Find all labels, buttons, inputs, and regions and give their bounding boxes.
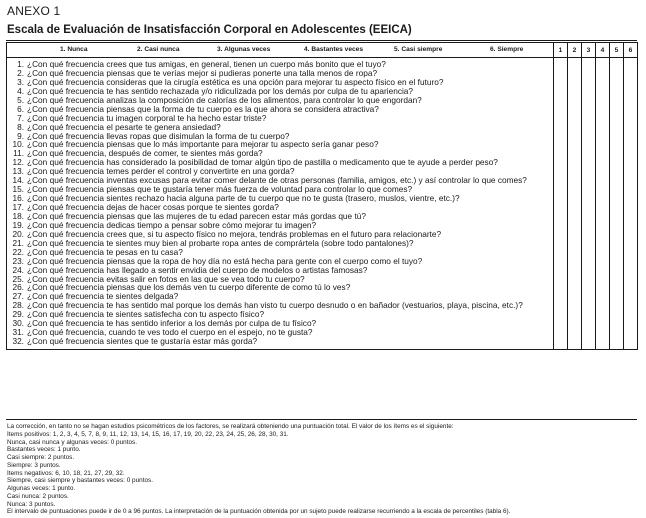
question-number: 13. [12,167,24,177]
questions-list [7,58,554,350]
question-number: 22. [12,247,24,257]
note-line: Casi siempre: 2 puntos. [7,454,75,461]
questions-row [7,58,638,350]
question-text: ¿Con qué frecuencia te has sentido mal porque los demás han visto tu cuerpo desnudo o en bañador (vestuarios, playa, piscina, etc.)? [27,301,523,311]
question-text: ¿Con qué frecuencia, cuando te ves todo el cuerpo en el espejo, no te gusta? [27,328,313,338]
question-number: 30. [12,319,24,329]
question-item [7,140,553,149]
question-number: 25. [12,274,24,284]
column-header: 3 [582,43,596,58]
note-line: Ítems positivos: 1, 2, 3, 4, 5, 7, 8, 9, 11, 12, 13, 14, 15, 16, 17, 19, 20, 22, 23, 24, 25, 26, 28, 30, 31. [7,430,289,438]
question-item [7,105,553,114]
question-number: 20. [12,229,24,239]
question-text: ¿Con qué frecuencia te sientes delgada? [27,292,179,302]
answer-column-1[interactable] [554,58,568,350]
question-item [7,310,553,319]
question-text: ¿Con qué frecuencia piensas que la forma de tu cuerpo es la que ahora se considera atractiva? [27,104,379,114]
question-text: ¿Con qué frecuencia sientes rechazo hacia alguna parte de tu cuerpo que no te gusta (trasero, muslos, vientre, etc.)? [27,194,460,203]
response-option: 5. Casi siempre [394,46,443,53]
question-text: ¿Con qué frecuencia evitas salir en fotos en las que se vea todo tu cuerpo? [27,274,305,284]
question-text: ¿Con qué frecuencia te pesas en tu casa? [27,247,183,257]
question-item [7,221,553,230]
note-line: El intervalo de puntuaciones puede ir de 0 a 96 puntos. La interpretación de la puntuación obtenida por un sujeto puede realizarse recurriendo a la escala de percentiles (tabla 6). [7,508,511,516]
answer-column-5[interactable] [610,58,624,350]
question-text: ¿Con qué frecuencia crees que, si tu aspecto físico no mejora, tendrás problemas en el futuro para relacionarte? [27,229,442,239]
question-number: 5. [17,95,24,105]
question-item [7,185,553,194]
question-item [7,337,553,346]
column-header: 5 [610,43,624,58]
question-text: ¿Con qué frecuencia piensas que lo más importante para mejorar tu aspecto sería ganar peso? [27,140,379,150]
question-number: 23. [12,256,24,266]
question-number: 3. [17,77,24,87]
annex-label: ANEXO 1 [7,4,61,18]
question-text: ¿Con qué frecuencia has llegado a sentir envidia del cuerpo de modelos o artistas famosas? [27,265,368,275]
question-number: 2. [17,68,24,78]
note-line: Siempre, casi siempre y bastantes veces: 0 puntos. [7,477,153,485]
notes-rule [6,419,637,420]
response-option: 1. Nunca [60,46,88,53]
question-text: ¿Con qué frecuencia analizas la composición de calorías de los alimentos, para controlar lo que engordan? [27,95,422,105]
question-item [7,203,553,212]
response-option: 2. Casi nunca [137,46,180,53]
answer-column-3[interactable] [582,58,596,350]
question-text: ¿Con qué frecuencia has considerado la posibilidad de tomar algún tipo de pastilla o medicamento que te ayude a perder peso? [27,158,498,168]
question-item [7,194,553,203]
question-item [7,248,553,257]
note-line: Siempre: 3 puntos. [7,461,61,469]
column-header: 6 [624,43,638,58]
question-number: 32. [12,337,24,346]
question-text: ¿Con qué frecuencia inventas excusas para evitar comer delante de otras personas (familia, amigos, etc.) y así controlar lo que comes? [27,176,527,186]
question-number: 17. [12,203,24,212]
question-item [7,60,553,69]
question-text: ¿Con qué frecuencia dejas de hacer cosas porque te sientes gorda? [27,203,279,212]
question-text: ¿Con qué frecuencia sientes que te gustaría estar más gorda? [27,337,258,346]
note-line: Nunca: 3 puntos. [7,500,56,508]
question-number: 9. [17,131,24,141]
response-legend-row [7,43,638,58]
column-header: 2 [568,43,582,58]
answer-column-6[interactable] [624,58,638,350]
question-item [7,275,553,284]
question-text: ¿Con qué frecuencia temes perder el control y convertirte en una gorda? [27,167,295,177]
question-text: ¿Con qué frecuencia dedicas tiempo a pensar sobre cómo mejorar tu imagen? [27,220,317,230]
question-number: 12. [12,158,24,168]
response-option: 4. Bastantes veces [304,46,364,53]
answer-column-2[interactable] [568,58,582,350]
question-number: 16. [12,194,24,203]
question-item [7,78,553,87]
question-item [7,123,553,132]
question-item [7,87,553,96]
question-number: 10. [12,140,24,150]
question-text: ¿Con qué frecuencia piensas que te gustaría tener más fuerza de voluntad para controlar lo que comes? [27,185,413,195]
question-item [7,283,553,292]
note-line: La corrección, en tanto no se hagan estudios psicométricos de los factores, se realizará obteniendo una puntuación total. El valor de los ítems es el siguiente: [7,423,454,430]
question-item [7,266,553,275]
question-number: 8. [17,122,24,132]
title-rule [6,40,637,41]
question-number: 24. [12,265,24,275]
question-item [7,176,553,185]
question-item [7,319,553,328]
question-number: 31. [12,328,24,338]
question-item [7,292,553,301]
question-text: ¿Con qué frecuencia tu imagen corporal te ha hecho estar triste? [27,113,267,123]
scoring-notes [7,423,637,516]
question-text: ¿Con qué frecuencia el pesarte te genera ansiedad? [27,122,221,132]
question-number: 28. [12,301,24,311]
note-line: Bastantes veces: 1 punto. [7,446,81,454]
note-line: Ítems negativos: 6, 10, 18, 21, 27, 29, 32. [7,469,125,477]
question-text: ¿Con qué frecuencia, después de comer, te sientes más gorda? [27,149,263,159]
question-number: 19. [12,220,24,230]
question-number: 27. [12,292,24,302]
question-item [7,212,553,221]
question-item [7,96,553,105]
question-text: ¿Con qué frecuencia piensas que la ropa de hoy día no está hecha para gente con el cuerpo como el tuyo? [27,256,423,266]
scale-table [6,42,638,350]
question-item [7,114,553,123]
question-item [7,158,553,167]
question-number: 29. [12,310,24,320]
question-text: ¿Con qué frecuencia te sientes satisfecha con tu aspecto físico? [27,310,265,320]
question-number: 6. [17,104,24,114]
question-item [7,239,553,248]
question-item [7,149,553,158]
question-text: ¿Con qué frecuencia te sientes muy bien al probarte ropa antes de comprártela (sobre todo pantalones)? [27,238,414,248]
response-option: 3. Algunas veces [217,46,271,53]
question-item [7,69,553,78]
question-number: 18. [12,211,24,221]
question-item [7,132,553,141]
question-number: 1. [17,60,24,69]
question-item [7,328,553,337]
question-number: 15. [12,185,24,195]
question-text: ¿Con qué frecuencia piensas que los demás ven tu cuerpo diferente de como tú lo ves? [27,283,351,293]
question-item [7,301,553,310]
question-text: ¿Con qué frecuencia te has sentido rechazada y/o ridiculizada por los demás por culpa de tu apariencia? [27,86,414,96]
question-text: ¿Con qué frecuencia consideras que la cirugía estética es una opción para mejorar tu aspecto físico en el futuro? [27,77,444,87]
question-item [7,257,553,266]
question-text: ¿Con qué frecuencia llevas ropas que disimulan la forma de tu cuerpo? [27,131,290,141]
response-legend [7,43,554,58]
question-number: 21. [12,238,24,248]
question-number: 7. [17,113,24,123]
question-text: ¿Con qué frecuencia piensas que te verías mejor si pudieras ponerte una talla menos de ropa? [27,68,378,78]
scale-title: Escala de Evaluación de Insatisfacción Corporal en Adolescentes (EEICA) [7,24,412,36]
answer-column-4[interactable] [596,58,610,350]
response-option: 6. Siempre [490,46,524,53]
column-header: 4 [596,43,610,58]
question-number: 26. [12,283,24,293]
question-number: 4. [17,86,24,96]
question-item [7,167,553,176]
note-line: Algunas veces: 1 punto. [7,485,76,492]
question-item [7,230,553,239]
question-text: ¿Con qué frecuencia piensas que las mujeres de tu edad parecen estar más gordas que tú? [27,211,366,221]
column-header: 1 [554,43,568,58]
question-text: ¿Con qué frecuencia te has sentido inferior a los demás por culpa de tu físico? [27,319,317,329]
question-text: ¿Con qué frecuencia crees que tus amigas, en general, tienen un cuerpo más bonito que el tuyo? [27,60,386,69]
note-line: Casi nunca: 2 puntos. [7,492,69,500]
question-number: 11. [13,149,24,159]
note-line: Nunca, casi nunca y algunas veces: 0 puntos. [7,438,138,446]
question-number: 14. [12,176,24,186]
